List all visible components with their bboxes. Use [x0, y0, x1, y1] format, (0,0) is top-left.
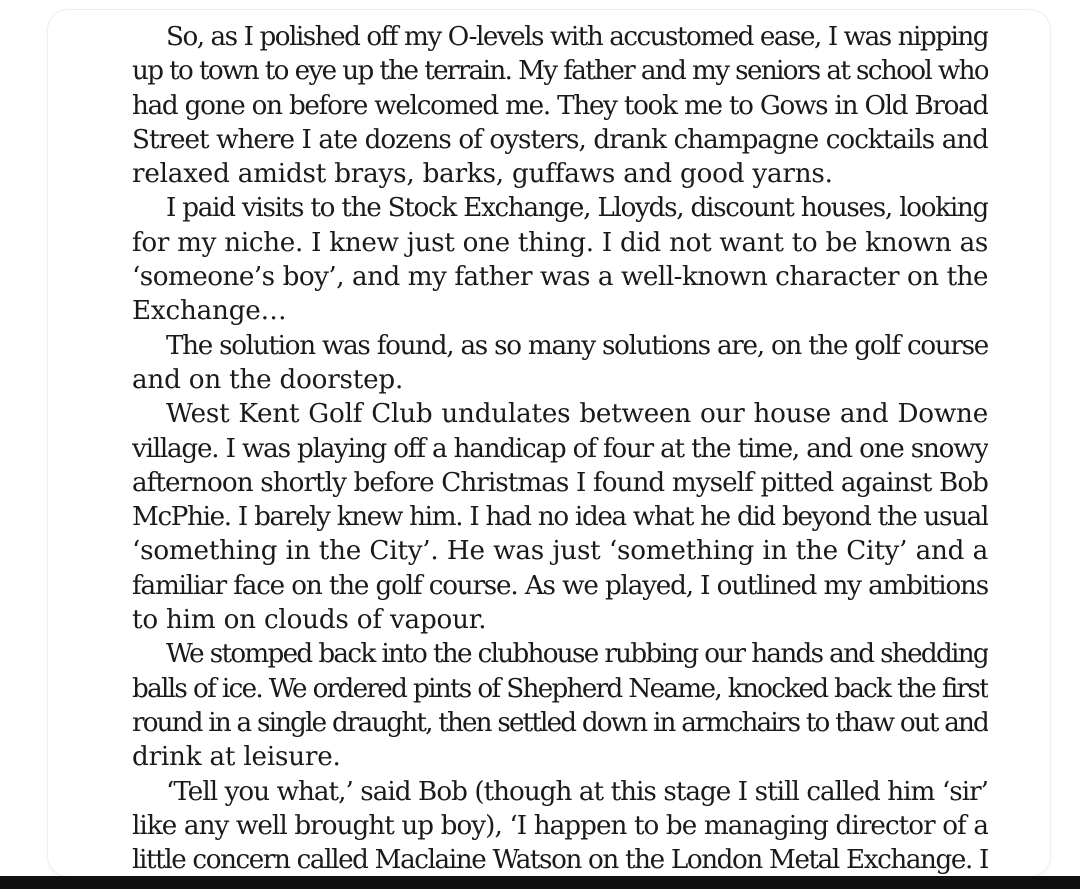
text-line: ‘something in the City’. He was just ‘something in the City’ and a: [132, 536, 988, 567]
text-line: round in a single draught, then settled down in armchairs to thaw out and: [132, 707, 988, 738]
text-line: Exchange…: [132, 296, 287, 327]
text-line: had gone on before welcomed me. They took me to Gows in Old Broad: [132, 90, 988, 121]
text-line: afternoon shortly before Christmas I found myself pitted against Bob: [132, 467, 988, 498]
text-line: village. I was playing off a handicap of four at the time, and one snowy: [132, 433, 988, 464]
text-line: The solution was found, as so many solutions are, on the golf course: [166, 330, 988, 361]
text-line: ‘someone’s boy’, and my father was a well-known character on the: [132, 262, 988, 293]
text-line: up to town to eye up the terrain. My father and my seniors at school who: [132, 56, 988, 87]
text-line: little concern called Maclaine Watson on the London Metal Exchange. I: [132, 845, 988, 876]
text-line: like any well brought up boy), ‘I happen to be managing director of a: [132, 810, 988, 841]
text-line: We stomped back into the clubhouse rubbing our hands and shedding: [166, 639, 988, 670]
text-line: West Kent Golf Club undulates between our house and Downe: [166, 399, 988, 430]
text-line: drink at leisure.: [132, 742, 341, 773]
text-line: relaxed amidst brays, barks, guffaws and good yarns.: [132, 159, 833, 190]
text-line: I paid visits to the Stock Exchange, Lloyds, discount houses, looking: [166, 193, 988, 224]
text-line: familiar face on the golf course. As we played, I outlined my ambitions: [132, 570, 988, 601]
text-line: balls of ice. We ordered pints of Shepherd Neame, knocked back the first: [132, 673, 988, 704]
text-line: to him on clouds of vapour.: [132, 605, 487, 636]
text-line: McPhie. I barely knew him. I had no idea what he did beyond the usual: [132, 502, 988, 533]
book-page-text: [132, 20, 988, 877]
text-line: for my niche. I knew just one thing. I did not want to be known as: [132, 227, 988, 258]
bottom-bar: [0, 876, 1080, 889]
text-line: Street where I ate dozens of oysters, drank champagne cocktails and: [132, 124, 988, 155]
text-line: ‘Tell you what,’ said Bob (though at this stage I still called him ‘sir’: [166, 776, 988, 807]
text-line: So, as I polished off my O-levels with accustomed ease, I was nipping: [166, 22, 988, 52]
text-line: and on the doorstep.: [132, 364, 404, 395]
